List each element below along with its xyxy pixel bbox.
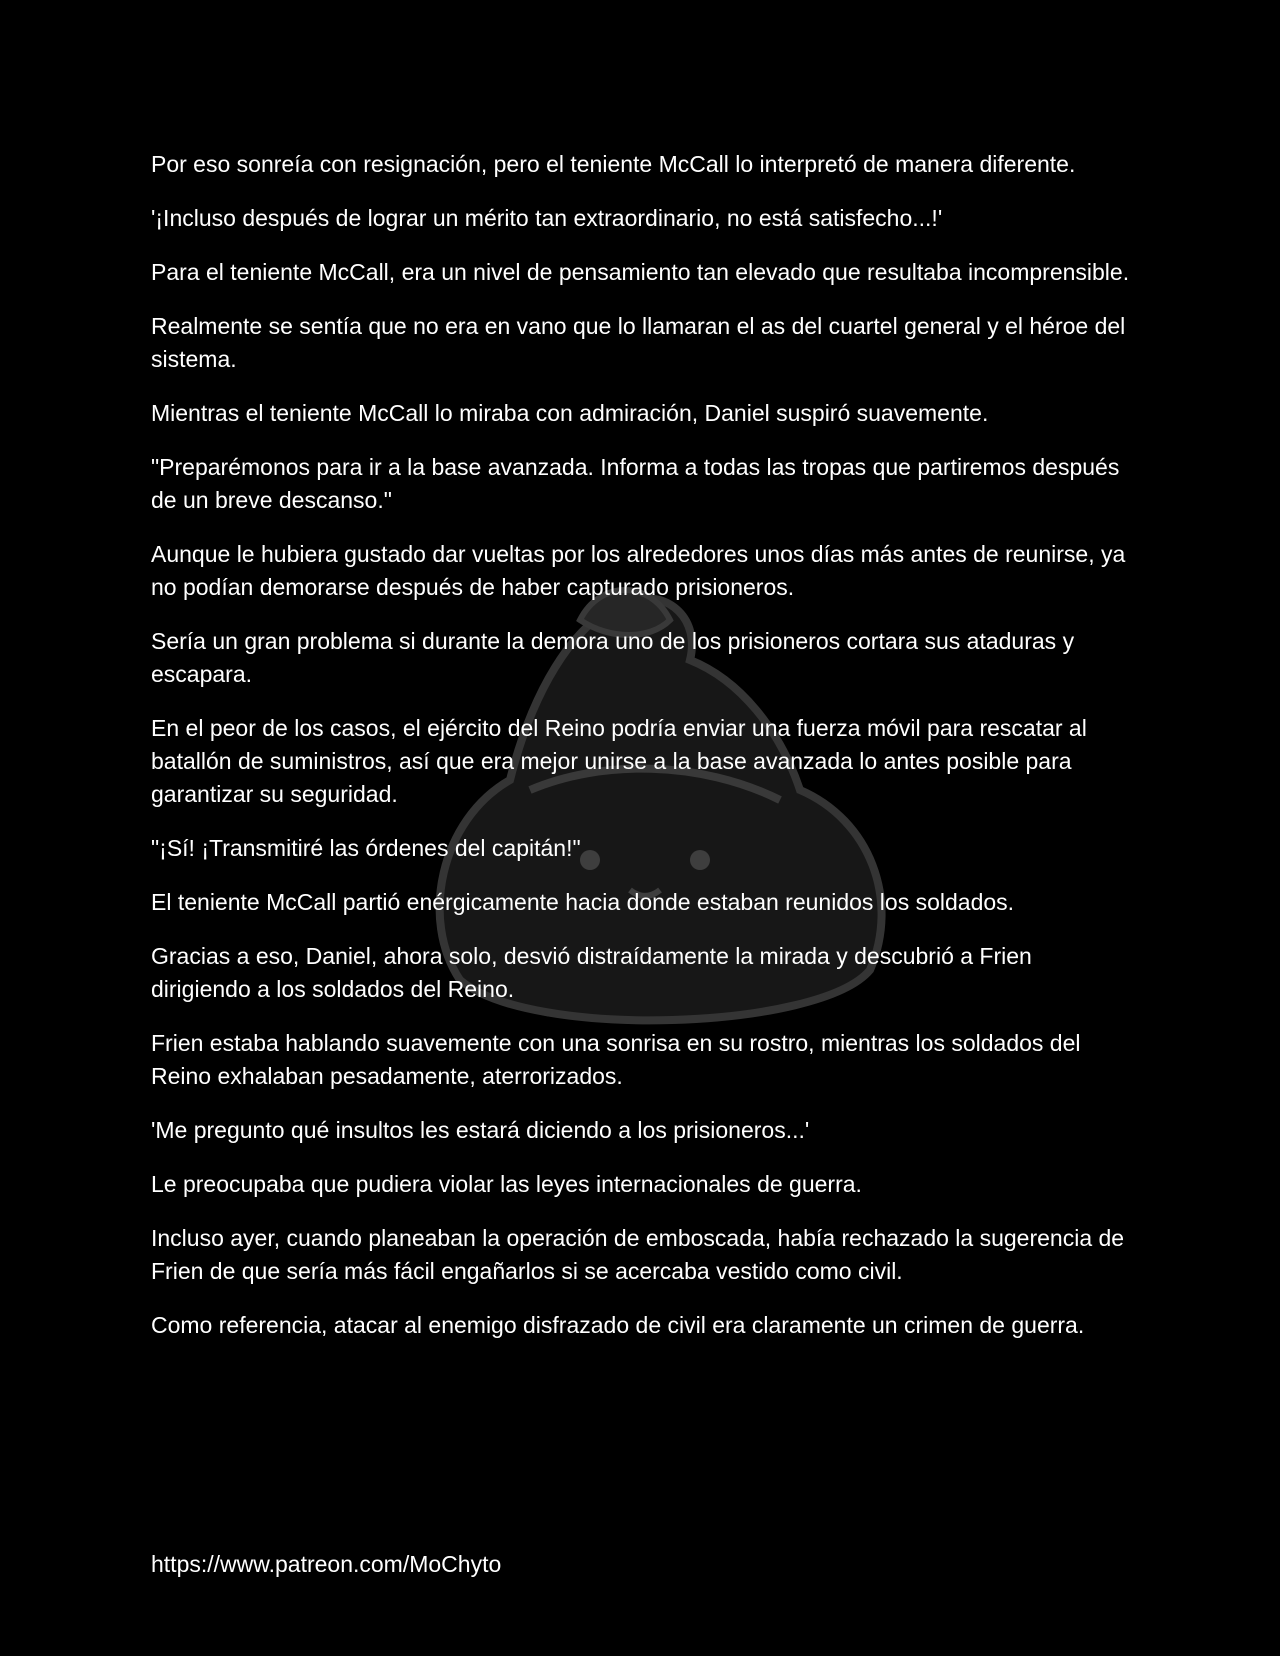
paragraph: Le preocupaba que pudiera violar las leyes internacionales de guerra. xyxy=(151,1171,862,1197)
paragraph: Incluso ayer, cuando planeaban la operación de emboscada, había rechazado la sugerencia de Frien de que sería más fácil engañarlos si se acercaba vestido como civil. xyxy=(151,1225,1125,1284)
paragraph: Para el teniente McCall, era un nivel de pensamiento tan elevado que resultaba incomprensible. xyxy=(151,259,1130,285)
paragraph: Como referencia, atacar al enemigo disfrazado de civil era claramente un crimen de guerra. xyxy=(151,1312,1085,1338)
chapter-text xyxy=(151,148,1136,1363)
paragraph: "Preparémonos para ir a la base avanzada. Informa a todas las tropas que partiremos después de un breve descanso." xyxy=(151,454,1120,513)
paragraph: 'Me pregunto qué insultos les estará diciendo a los prisioneros...' xyxy=(151,1117,810,1143)
paragraph: Frien estaba hablando suavemente con una sonrisa en su rostro, mientras los soldados del Reino exhalaban pesadamente, aterrorizados. xyxy=(151,1030,1081,1089)
paragraph: Gracias a eso, Daniel, ahora solo, desvió distraídamente la mirada y descubrió a Frien dirigiendo a los soldados del Reino. xyxy=(151,943,1032,1002)
paragraph: En el peor de los casos, el ejército del Reino podría enviar una fuerza móvil para rescatar al batallón de suministros, así que era mejor unirse a la base avanzada lo antes posible para garantizar su seguridad. xyxy=(151,715,1087,807)
paragraph: '¡Incluso después de lograr un mérito tan extraordinario, no está satisfecho...!' xyxy=(151,205,943,231)
paragraph: Por eso sonreía con resignación, pero el teniente McCall lo interpretó de manera diferente. xyxy=(151,151,1076,177)
paragraph: El teniente McCall partió enérgicamente hacia donde estaban reunidos los soldados. xyxy=(151,889,1015,915)
patreon-link[interactable]: https://www.patreon.com/MoChyto xyxy=(151,1551,502,1577)
paragraph: "¡Sí! ¡Transmitiré las órdenes del capitán!" xyxy=(151,835,581,861)
paragraph: Aunque le hubiera gustado dar vueltas por los alrededores unos días más antes de reunirse, ya no podían demorarse después de haber capturado prisioneros. xyxy=(151,541,1126,600)
paragraph: Mientras el teniente McCall lo miraba con admiración, Daniel suspiró suavemente. xyxy=(151,400,989,426)
paragraph: Realmente se sentía que no era en vano que lo llamaran el as del cuartel general y el héroe del sistema. xyxy=(151,313,1126,372)
paragraph: Sería un gran problema si durante la demora uno de los prisioneros cortara sus ataduras y escapara. xyxy=(151,628,1075,687)
